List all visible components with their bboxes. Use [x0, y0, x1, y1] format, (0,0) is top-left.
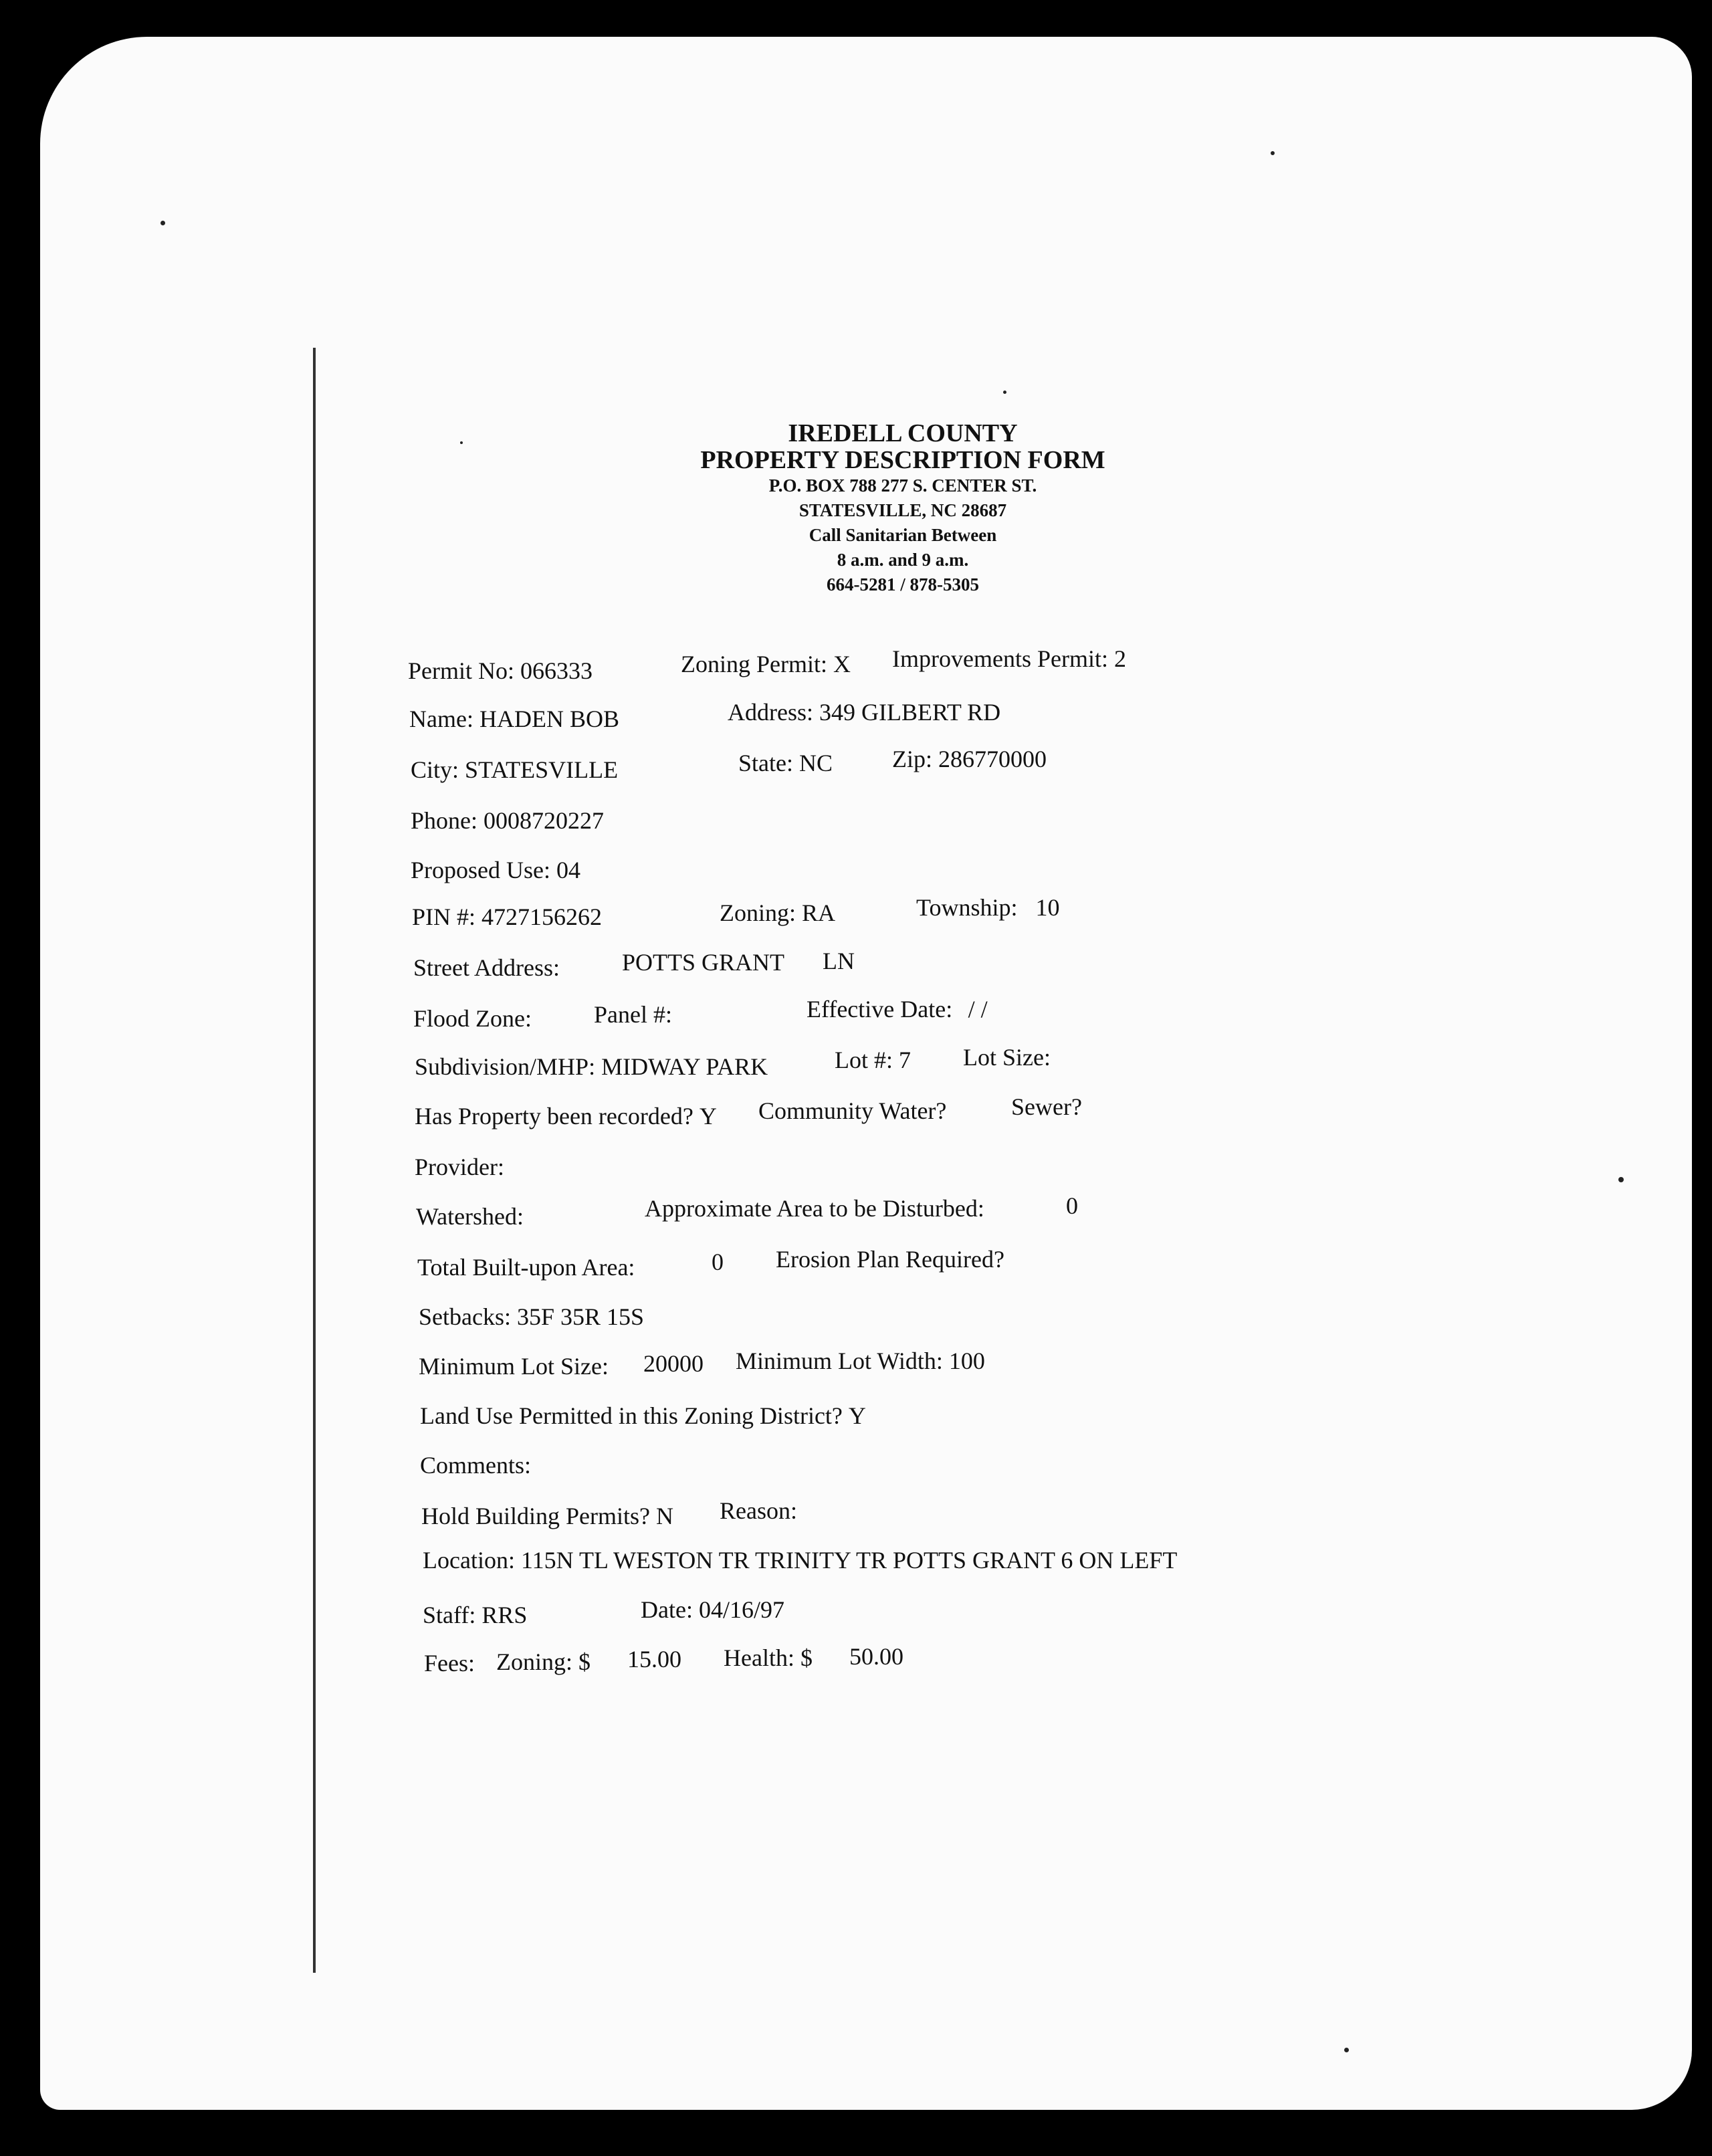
subdivision-field: [415, 1053, 774, 1081]
proposed-use-label: Proposed Use:: [411, 857, 550, 883]
location-field: [423, 1546, 1183, 1574]
zoning-permit-field: [681, 650, 857, 678]
effective-date-field: [807, 995, 994, 1023]
reason-label: Reason:: [720, 1497, 797, 1524]
name-label: Name:: [409, 706, 473, 732]
township-value: 10: [1035, 894, 1060, 921]
fees-zoning-value: 15.00: [627, 1646, 681, 1673]
recorded-field: [415, 1102, 723, 1130]
setbacks-field: [419, 1303, 650, 1331]
area-disturbed-label: Approximate Area to be Disturbed:: [645, 1195, 984, 1222]
speck: [1344, 2048, 1349, 2052]
city-field: [411, 756, 624, 784]
zip-label: Zip:: [892, 746, 932, 772]
min-lot-size-label: Minimum Lot Size:: [419, 1353, 609, 1380]
effective-date-label: Effective Date:: [807, 996, 953, 1022]
address-field: [728, 698, 1006, 726]
phone-value: 0008720227: [484, 807, 605, 834]
improvements-permit-value: 2: [1113, 645, 1126, 672]
fees-health-value: 50.00: [849, 1643, 903, 1670]
name-value: HADEN BOB: [479, 706, 619, 732]
fees-zoning-label: Zoning: $: [496, 1648, 591, 1675]
fees-health-label: Health: $: [724, 1644, 813, 1671]
sewer-label: Sewer?: [1011, 1093, 1082, 1120]
zip-field: [892, 745, 1053, 773]
township-label: Township:: [916, 894, 1018, 921]
zoning-permit-value: X: [833, 651, 851, 677]
county-title: IREDELL COUNTY: [788, 419, 1018, 447]
date-value: 04/16/97: [698, 1596, 784, 1623]
speck: [1618, 1177, 1624, 1182]
form-title: PROPERTY DESCRIPTION FORM: [700, 446, 1105, 474]
proposed-use-field: [411, 856, 586, 884]
staff-field: [423, 1601, 533, 1629]
permit-no-label: Permit No:: [408, 657, 514, 684]
date-label: Date:: [641, 1596, 693, 1623]
street-address-label: Street Address:: [413, 954, 560, 981]
lot-size-label: Lot Size:: [963, 1044, 1051, 1071]
erosion-label: Erosion Plan Required?: [776, 1246, 1004, 1273]
lot-no-field: [835, 1046, 917, 1074]
improvements-permit-label: Improvements Permit:: [892, 645, 1108, 672]
lot-no-value: 7: [899, 1047, 911, 1073]
staff-value: RRS: [481, 1602, 528, 1628]
min-lot-size-value: 20000: [643, 1350, 704, 1377]
call-hours: 8 a.m. and 9 a.m.: [837, 550, 969, 570]
township-field: [916, 893, 1066, 922]
lot-no-label: Lot #:: [835, 1047, 893, 1073]
city-state-zip: STATESVILLE, NC 28687: [798, 500, 1007, 520]
zoning-field: [720, 899, 841, 927]
phone-field: [411, 806, 610, 835]
state-label: State:: [738, 750, 793, 776]
setbacks-label: Setbacks:: [419, 1303, 511, 1330]
zoning-label: Zoning:: [720, 899, 796, 926]
pin-field: [412, 903, 608, 931]
location-value: 115N TL WESTON TR TRINITY TR POTTS GRANT 6 ON LEFT: [520, 1547, 1178, 1574]
watershed-label: Watershed:: [416, 1203, 524, 1230]
min-lot-width-field: [736, 1347, 991, 1375]
speck: [460, 441, 463, 444]
date-field: [641, 1596, 790, 1624]
panel-label: Panel #:: [594, 1001, 672, 1028]
pin-value: 4727156262: [481, 903, 603, 930]
recorded-label: Has Property been recorded?: [415, 1103, 693, 1129]
area-disturbed-value: 0: [1066, 1192, 1078, 1219]
min-lot-width-label: Minimum Lot Width:: [736, 1348, 943, 1374]
proposed-use-value: 04: [556, 857, 580, 883]
pin-label: PIN #:: [412, 903, 476, 930]
form-header: [669, 420, 1137, 597]
phone-label: Phone:: [411, 807, 478, 834]
city-label: City:: [411, 756, 459, 783]
zoning-value: RA: [802, 899, 836, 926]
improvements-permit-field: [892, 645, 1132, 673]
location-label: Location:: [423, 1547, 515, 1574]
speck: [1003, 391, 1006, 394]
land-use-label: Land Use Permitted in this Zoning District?: [420, 1402, 843, 1429]
community-water-label: Community Water?: [758, 1097, 947, 1124]
hold-permits-field: [421, 1502, 679, 1530]
speck: [1271, 151, 1275, 155]
land-use-field: [420, 1402, 872, 1430]
subdivision-label: Subdivision/MHP:: [415, 1053, 596, 1080]
fees-label: Fees:: [424, 1650, 475, 1677]
address-value: 349 GILBERT RD: [819, 699, 1001, 726]
phone-numbers: 664-5281 / 878-5305: [827, 574, 979, 595]
setbacks-value: 35F 35R 15S: [516, 1303, 645, 1330]
comments-label: Comments:: [420, 1452, 532, 1479]
street-suffix-value: LN: [823, 948, 855, 974]
speck: [160, 221, 165, 225]
permit-no-value: 066333: [520, 657, 593, 684]
effective-date-value: / /: [968, 996, 988, 1022]
staff-label: Staff:: [423, 1602, 476, 1628]
state-value: NC: [798, 750, 833, 776]
mailing-address: P.O. BOX 788 277 S. CENTER ST.: [768, 475, 1037, 496]
hold-permits-value: N: [656, 1503, 673, 1529]
call-instruction: Call Sanitarian Between: [809, 525, 997, 545]
state-field: [738, 749, 839, 777]
hold-permits-label: Hold Building Permits?: [421, 1503, 650, 1529]
zip-value: 286770000: [938, 746, 1047, 772]
city-value: STATESVILLE: [465, 756, 619, 783]
built-upon-value: 0: [712, 1249, 724, 1275]
flood-zone-label: Flood Zone:: [413, 1005, 532, 1032]
address-label: Address:: [728, 699, 813, 726]
name-field: [409, 705, 625, 733]
recorded-value: Y: [699, 1103, 717, 1129]
land-use-value: Y: [848, 1402, 866, 1429]
zoning-permit-label: Zoning Permit:: [681, 651, 827, 677]
min-lot-width-value: 100: [948, 1348, 985, 1374]
street-name-value: POTTS GRANT: [622, 949, 785, 976]
built-upon-label: Total Built-upon Area:: [417, 1254, 635, 1281]
provider-label: Provider:: [415, 1154, 504, 1180]
permit-no-field: [408, 657, 599, 685]
subdivision-value: MIDWAY PARK: [601, 1053, 768, 1080]
margin-line: [313, 348, 316, 1973]
